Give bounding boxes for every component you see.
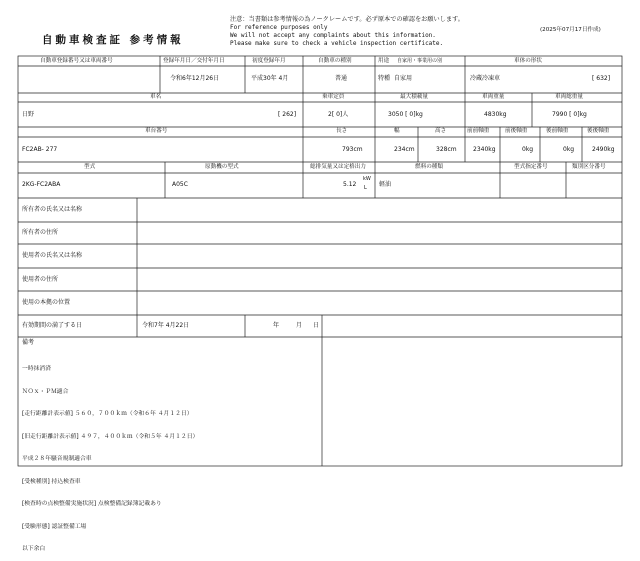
header-private-business: 自家用・事業用の別: [397, 58, 443, 64]
header-owner-name: 所有者の氏名又は名称: [22, 206, 83, 213]
value-capacity: 2[ 0]人: [328, 111, 349, 118]
value-first-reg: 平成30年 4月: [251, 75, 289, 82]
remarks-line: ＮＯｘ・ＰＭ適合: [22, 388, 69, 395]
header-usage: 用途: [378, 58, 390, 64]
value-rear-rear-axle: 2490kg: [592, 146, 615, 153]
header-user-name: 使用者の氏名又は名称: [22, 252, 83, 259]
header-capacity: 乗車定員: [322, 94, 345, 100]
header-front-rear-axle: 前後軸重: [505, 128, 528, 134]
notice-line-2: For reference purposes only: [230, 24, 328, 31]
notice-line-3: We will not accept any complaints about this information.: [230, 32, 436, 39]
value-expiry-month: 月: [296, 322, 303, 329]
displacement-unit-l: L: [364, 185, 367, 191]
header-remarks: 備考: [22, 339, 35, 346]
value-body-code: [ 632]: [592, 75, 611, 82]
value-gross-weight: 7990 [ 0]kg: [552, 111, 587, 118]
value-vehicle-weight: 4830kg: [484, 111, 507, 118]
value-maker-code: [ 262]: [278, 111, 297, 118]
value-expiry-year: 年: [273, 322, 280, 329]
remarks-line: 以下余白: [22, 546, 46, 552]
header-engine-model: 原動機の型式: [205, 164, 239, 170]
value-expiry-day: 日: [313, 322, 320, 329]
header-owner-address: 所有者の住所: [22, 229, 59, 236]
value-model: 2KG-FC2ABA: [22, 181, 61, 188]
value-fuel: 軽油: [379, 181, 392, 188]
header-reg-date: 登録年月日／交付年月日: [163, 58, 225, 64]
value-chassis-no: FC2AB- 277: [22, 146, 58, 153]
notice-line-4: Please make sure to check a vehicle inspection certificate.: [230, 40, 444, 47]
value-front-front-axle: 2340kg: [473, 146, 496, 153]
remarks-line: [受験形態] 認証整備工場: [22, 523, 87, 530]
header-type-designation: 型式指定番号: [514, 164, 548, 170]
remarks-list: [22, 351, 198, 561]
header-user-address: 使用者の住所: [22, 276, 59, 283]
remarks-line: [走行距離計表示値] ５６０，７００ｋｍ（令和６年 ４月１２日）: [22, 411, 193, 417]
header-base-location: 使用の本拠の位置: [22, 299, 71, 306]
header-height: 高さ: [435, 128, 447, 134]
header-rear-front-axle: 後前軸重: [546, 128, 569, 134]
header-rear-rear-axle: 後後軸重: [587, 128, 610, 134]
header-first-reg: 初度登録年月: [252, 58, 286, 64]
header-vehicle-weight: 車両重量: [482, 94, 505, 100]
header-body-shape: 車体の形状: [514, 58, 542, 64]
value-rear-front-axle: 0kg: [563, 146, 575, 153]
value-length: 793cm: [342, 146, 363, 153]
header-width: 幅: [394, 128, 400, 134]
header-gross-weight: 車両総重量: [555, 94, 583, 100]
displacement-unit-kw: kW: [363, 176, 371, 182]
value-width: 234cm: [394, 146, 415, 153]
disclaimer-notice: [230, 16, 464, 48]
header-length: 長さ: [336, 128, 348, 134]
value-front-rear-axle: 0kg: [522, 146, 534, 153]
header-front-front-axle: 前前軸重: [467, 128, 490, 134]
header-chassis-no: 車台番号: [145, 128, 168, 134]
header-displacement: 総排気量又は定格出力: [310, 164, 366, 170]
value-body-shape: 冷蔵冷凍車: [470, 75, 501, 82]
created-date: (2025年07月17日作成): [540, 27, 601, 33]
header-reg-no: 自動車登録番号又は車両番号: [40, 58, 113, 64]
value-reg-date: 令和6年12月26日: [170, 75, 220, 82]
value-maker: 日野: [22, 111, 35, 118]
remarks-line: 平成２８年騒音規制適合車: [22, 456, 92, 462]
header-maker: 車名: [150, 94, 162, 100]
header-expiry: 有効期間の満了する日: [22, 322, 83, 329]
value-height: 328cm: [436, 146, 457, 153]
value-displacement: 5.12: [343, 181, 357, 188]
header-model: 型式: [84, 164, 96, 170]
header-category-no: 類別区分番号: [572, 164, 606, 170]
remarks-line: [受検種別] 持込検査車: [22, 478, 81, 485]
value-expiry: 令和7年 4月22日: [142, 322, 190, 329]
notice-line-1: 注意：当書類は参考情報の為ノークレームです。必ず原本での確認をお願いします。: [230, 16, 464, 23]
value-engine-model: A05C: [172, 181, 188, 188]
header-fuel: 燃料の種類: [415, 164, 443, 170]
remarks-line: [旧走行距離計表示値] ４９７，４００ｋｍ（令和５年 ４月１２日）: [22, 433, 199, 440]
value-max-load: 3050 [ 0]kg: [388, 111, 423, 118]
value-private-business: 自家用: [394, 75, 413, 82]
value-usage: 特種: [378, 75, 391, 82]
remarks-line: [検査時の点検整備実施状況] 点検整備記録簿記載あり: [22, 501, 162, 507]
remarks-line: 一時抹消済: [22, 366, 51, 372]
value-car-kind: 普通: [335, 75, 348, 82]
document-title: 自動車検査証 参考情報: [42, 34, 184, 46]
header-car-kind: 自動車の種別: [318, 58, 352, 64]
header-max-load: 最大積載量: [400, 94, 428, 100]
